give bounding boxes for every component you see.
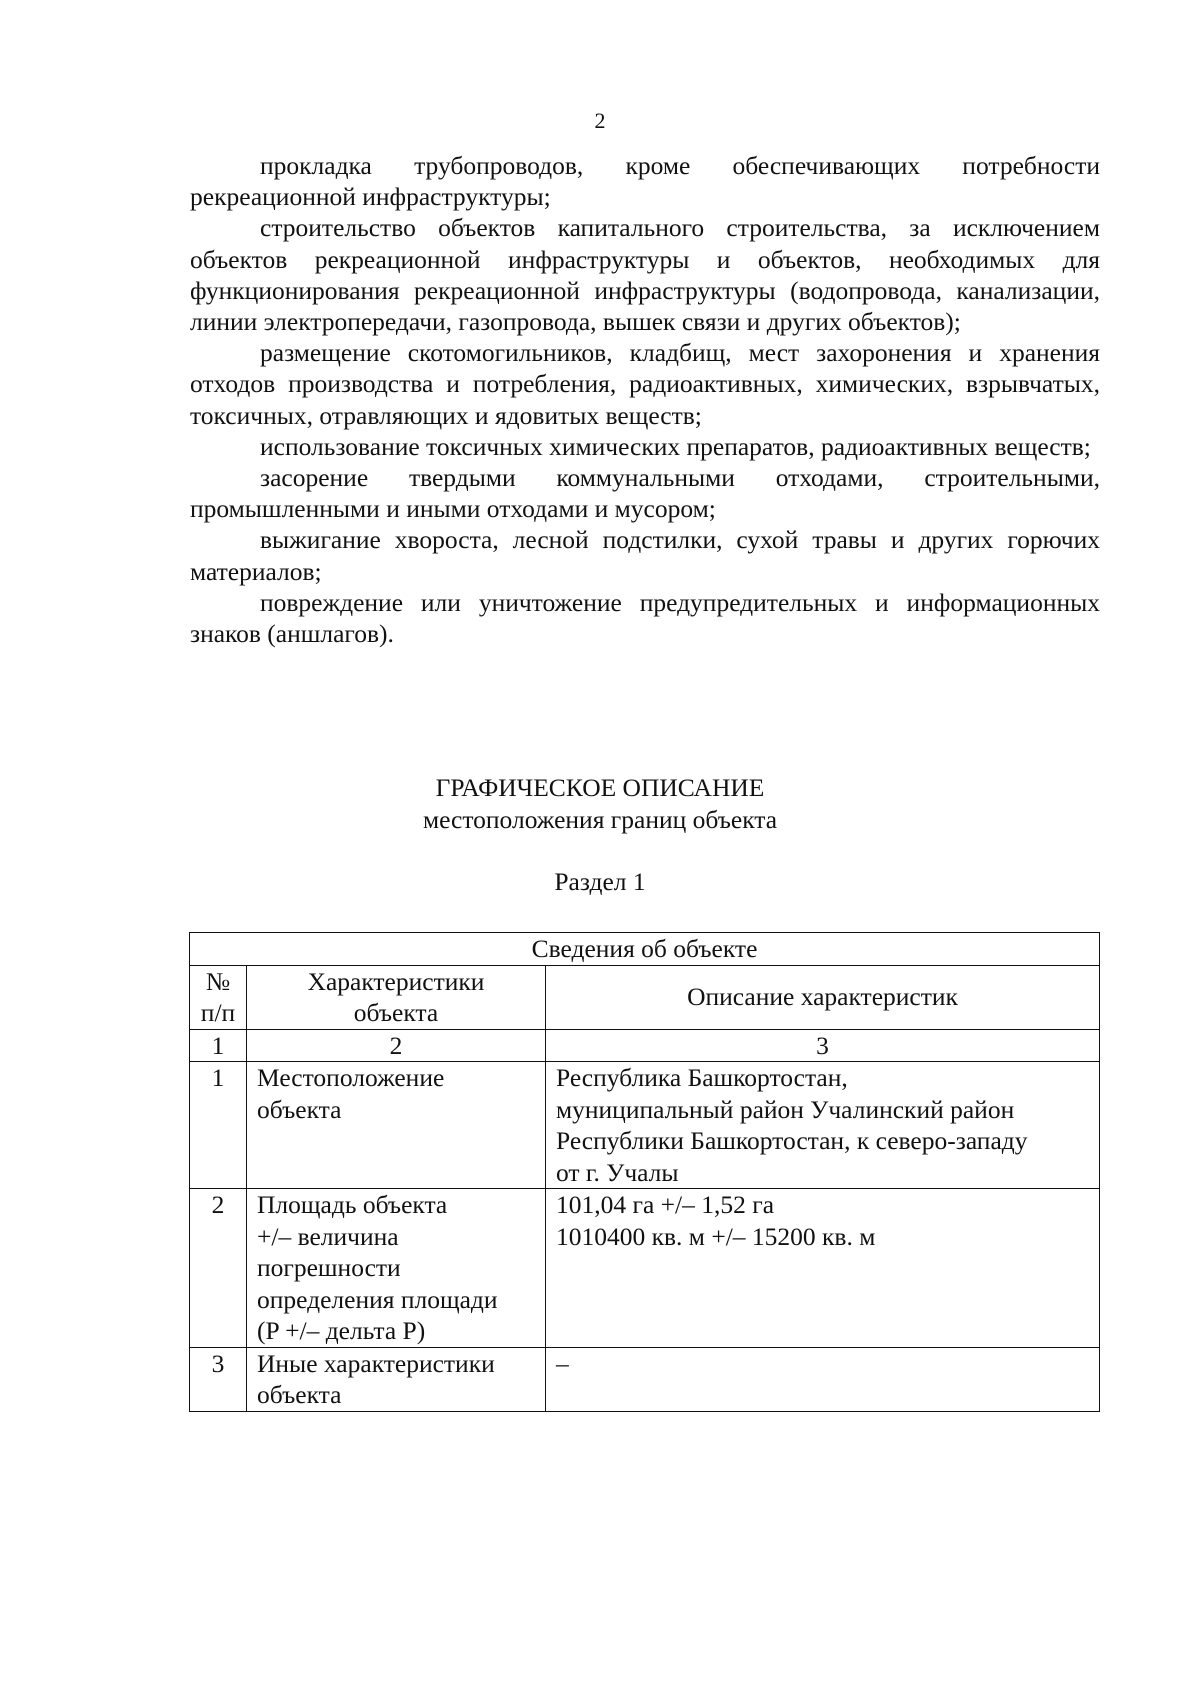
- title-block: [0, 772, 1200, 836]
- object-info-table: [189, 932, 1100, 1412]
- cell-line: муниципальный район Учалинский район: [556, 1094, 1015, 1124]
- paragraph: выжигание хвороста, лесной подстилки, сухой травы и других горючих материалов;: [190, 525, 1100, 586]
- document-subtitle: местоположения границ объекта: [422, 805, 778, 834]
- paragraph: строительство объектов капитального строительства, за исключением объектов рекреационной инфраструктуры и объектов, необходимых для функционирования рекреационной инфраструктуры (водопровода, канализации, линии электропередачи, газопровода, вышек связи и других объектов);: [190, 213, 1100, 337]
- section-label: Раздел 1: [554, 867, 646, 896]
- header-num-line: №: [205, 966, 231, 996]
- cell-line: Площадь объекта: [257, 1190, 448, 1219]
- paragraph: засорение твердыми коммунальными отходами, строительными, промышленными и иными отходами и мусором;: [190, 463, 1100, 524]
- column-number: 3: [546, 1029, 1100, 1062]
- column-number: 2: [247, 1029, 546, 1062]
- header-num-line: п/п: [200, 998, 236, 1027]
- cell-line: +/– величина: [257, 1221, 399, 1251]
- table-caption: Сведения об объекте: [190, 933, 1100, 966]
- cell-line: Республика Башкортостан,: [556, 1063, 848, 1092]
- table-row: [190, 1189, 1100, 1348]
- paragraph: размещение скотомогильников, кладбищ, мест захоронения и хранения отходов производства и потребления, радиоактивных, химических, взрывчатых, токсичных, отравляющих и ядовитых веществ;: [190, 338, 1100, 430]
- paragraph: повреждение или уничтожение предупредительных и информационных знаков (аншлагов).: [190, 587, 1100, 649]
- cell-line: Республики Башкортостан, к северо-западу: [556, 1126, 1028, 1155]
- cell-line: 1010400 кв. м +/– 15200 кв. м: [556, 1221, 876, 1251]
- row-description: [546, 1189, 1100, 1348]
- cell-line: (P +/– дельта P): [257, 1316, 426, 1345]
- paragraph: использование токсичных химических препаратов, радиоактивных веществ;: [260, 431, 1091, 461]
- document-title: ГРАФИЧЕСКОЕ ОПИСАНИЕ: [435, 773, 765, 802]
- cell-line: Иные характеристики: [257, 1348, 495, 1378]
- row-number: 2: [190, 1189, 247, 1348]
- header-char-line: Характеристики: [307, 966, 485, 996]
- cell-line: Местоположение: [257, 1063, 445, 1092]
- body-text: [190, 150, 1100, 649]
- header-char-line: объекта: [353, 998, 439, 1027]
- cell-line: объекта: [257, 1094, 342, 1124]
- cell-line: определения площади: [257, 1284, 498, 1314]
- cell-line: –: [556, 1348, 569, 1378]
- row-characteristic: [247, 1062, 546, 1189]
- table-header-row: [190, 965, 1100, 1029]
- cell-line: 101,04 га +/– 1,52 га: [556, 1190, 775, 1219]
- column-number-row: [190, 1029, 1100, 1062]
- cell-line: объекта: [257, 1380, 342, 1409]
- table-caption-row: [190, 933, 1100, 966]
- cell-line: от г. Учалы: [556, 1157, 679, 1187]
- row-number: 1: [190, 1062, 247, 1189]
- row-number: 3: [190, 1347, 247, 1411]
- table-row: [190, 1347, 1100, 1411]
- row-characteristic: [247, 1189, 546, 1348]
- table-row: [190, 1062, 1100, 1189]
- header-characteristics: [247, 965, 546, 1029]
- header-description: Описание характеристик: [546, 965, 1100, 1029]
- row-description: [546, 1062, 1100, 1189]
- column-number: 1: [190, 1029, 247, 1062]
- page-number: 2: [594, 108, 606, 133]
- cell-line: погрешности: [257, 1253, 401, 1282]
- row-characteristic: [247, 1347, 546, 1411]
- header-num: [190, 965, 247, 1029]
- row-description: [546, 1347, 1100, 1411]
- paragraph: прокладка трубопроводов, кроме обеспечивающих потребности рекреационной инфраструктуры;: [190, 151, 1100, 212]
